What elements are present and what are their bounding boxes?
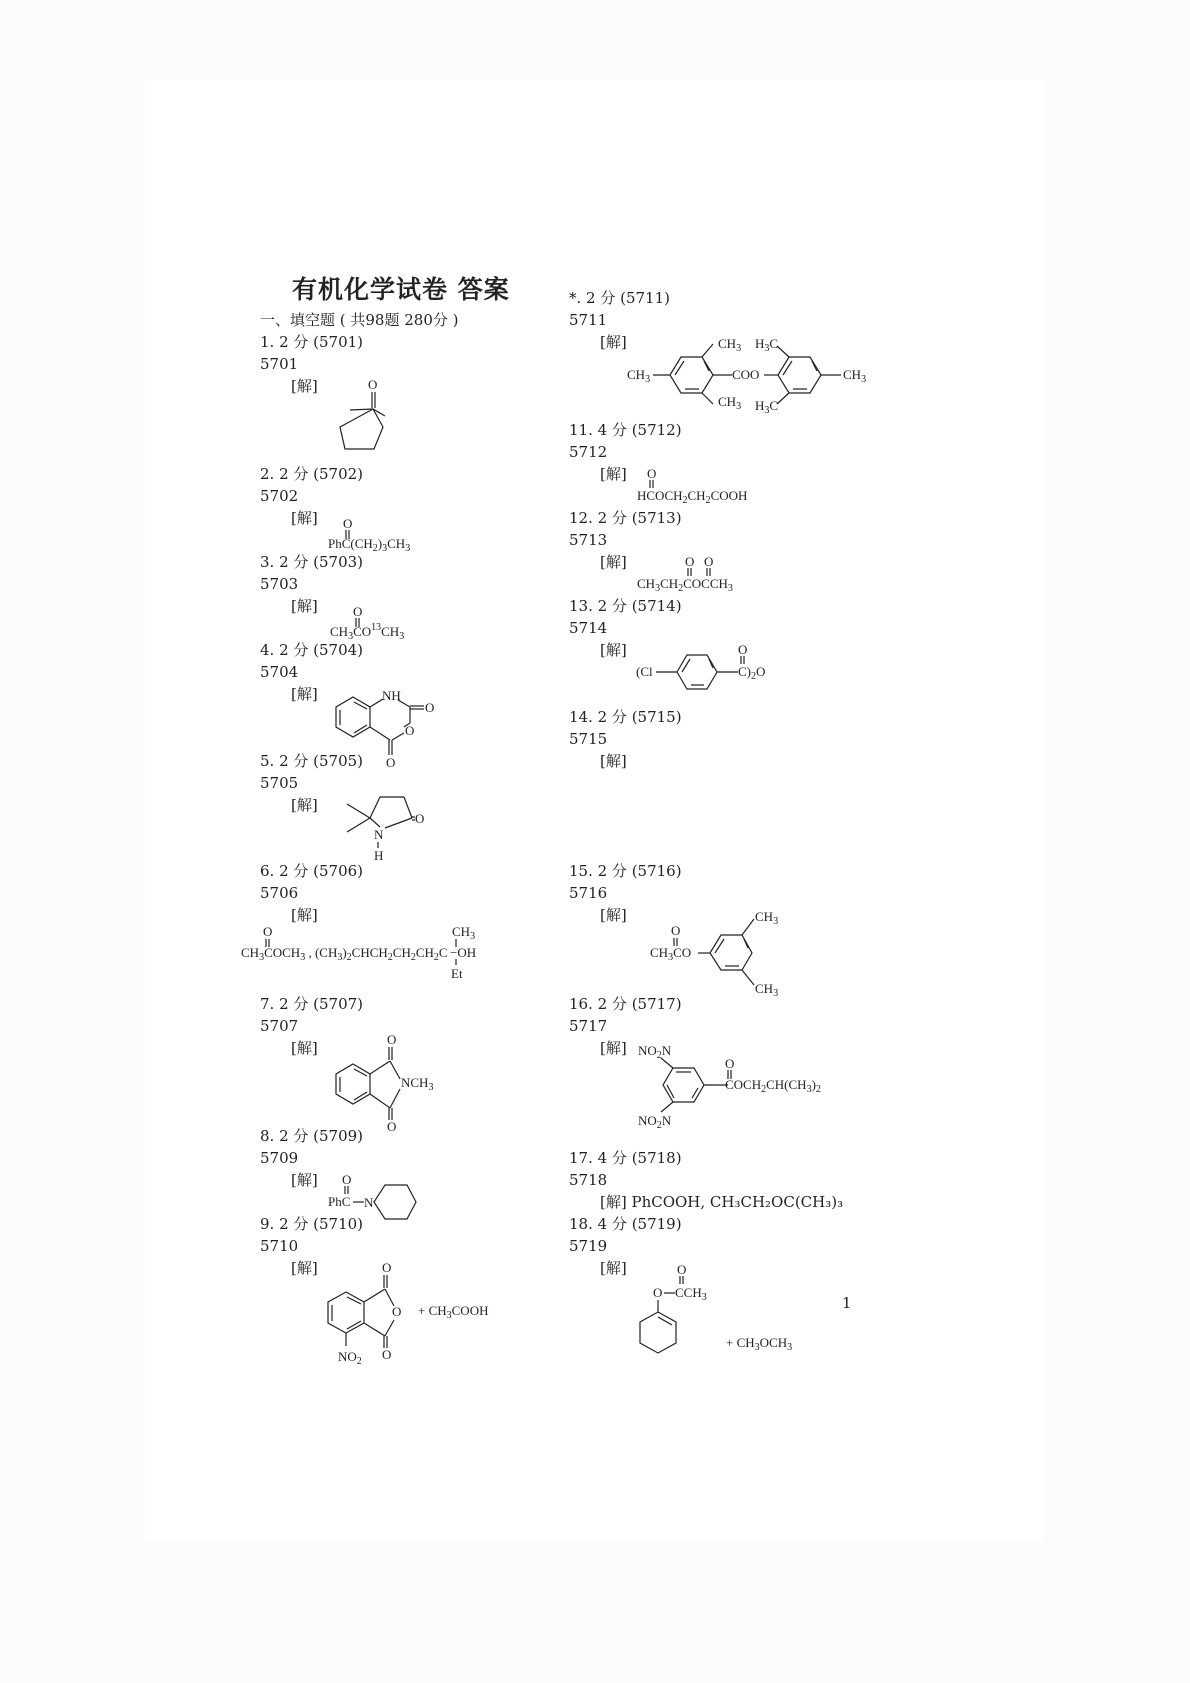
svg-text:O: O	[343, 516, 353, 531]
svg-text:N: N	[364, 1195, 374, 1210]
answer-structure-18	[630, 1262, 820, 1362]
item-code: 5711	[569, 311, 608, 329]
answer-structure-10	[625, 333, 885, 418]
item-header: 15. 2 分 (5716)	[569, 862, 682, 880]
svg-text:COO: COO	[732, 367, 760, 382]
svg-text:H3C: $H_3C$	[755, 398, 779, 416]
svg-text:O: O	[647, 466, 657, 481]
item-code: 5710	[260, 1237, 299, 1255]
item-header: 11. 4 分 (5712)	[569, 421, 682, 439]
page-title: 有机化学试卷 答案	[292, 275, 510, 304]
svg-text:O: O	[415, 811, 425, 826]
item-header: 12. 2 分 (5713)	[569, 509, 682, 527]
item-code: 5716	[569, 884, 608, 902]
answer-label: [解]	[291, 1259, 318, 1277]
svg-text:O: O	[382, 1260, 392, 1275]
item-code: 5718	[569, 1171, 608, 1189]
svg-text:O: O	[382, 1347, 392, 1362]
answer-label: [解]	[291, 1039, 318, 1057]
item-header: 4. 2 分 (5704)	[260, 641, 364, 659]
svg-text:O: O	[704, 554, 714, 569]
answer-label: [解]	[291, 685, 318, 703]
svg-text:O: O	[392, 1304, 402, 1319]
svg-text:COCH2CH(CH3)2: $COCH_2CH(CH_3)_2$	[725, 1077, 821, 1095]
item-header: 17. 4 分 (5718)	[569, 1149, 682, 1167]
answer-structure-9	[322, 1260, 512, 1370]
svg-text:O: O	[685, 554, 695, 569]
item-header: 2. 2 分 (5702)	[260, 465, 364, 483]
item-header: 8. 2 分 (5709)	[260, 1127, 364, 1145]
item-code: 5713	[569, 531, 608, 549]
svg-text:CH3: $CH_3$	[718, 336, 742, 354]
svg-text:O: O	[387, 1032, 397, 1047]
svg-text:O: O	[653, 1285, 663, 1300]
answer-structure-11	[637, 466, 777, 506]
answer-label: [解]	[600, 465, 627, 483]
answer-label: [解]	[291, 509, 318, 527]
item-code: 5712	[569, 443, 608, 461]
svg-text:NH: NH	[382, 688, 401, 703]
svg-text:PhC(CH2)3CH3: $PhC(CH_2)_3CH_3$	[328, 536, 411, 554]
svg-text:N: N	[374, 827, 384, 842]
svg-text:CH3COCH3 , (CH3)2CHCH2CH2CH2C: $CH_3COCH_3$ , $(CH_3)_2CHCH_2CH_2CH_2C$	[241, 945, 448, 963]
svg-text:+ CH3COOH: + $CH_3COOH$	[418, 1303, 489, 1321]
svg-text:NO2: $NO_2$	[338, 1349, 362, 1367]
answer-label: [解]	[600, 553, 627, 571]
svg-text:O: O	[263, 924, 273, 939]
answer-label: [解]	[600, 752, 627, 770]
svg-text:(Cl: (Cl	[636, 664, 653, 679]
answer-label: [解]	[600, 641, 627, 659]
svg-text:HCOCH2CH2COOH: $HCOCH_2CH_2COOH$	[637, 488, 748, 506]
answer-label: [解]	[291, 597, 318, 615]
answer-structure-13	[634, 644, 784, 699]
item-code: 5719	[569, 1237, 608, 1255]
answer-text: [解] PhCOOH, CH₃CH₂OC(CH₃)₃	[600, 1193, 844, 1211]
svg-text:CH3: $CH_3$	[452, 924, 476, 942]
answer-label: [解]	[291, 1171, 318, 1189]
svg-text:PhC: PhC	[328, 1194, 351, 1209]
svg-text:O: O	[738, 642, 748, 657]
item-code: 5705	[260, 774, 299, 792]
svg-text:CCH3: $CCH_3$	[675, 1285, 707, 1303]
section-heading: 一、填空题 ( 共98题 280分 )	[260, 311, 459, 329]
svg-text:CH3: $CH_3$	[718, 394, 742, 412]
answer-structure-16	[636, 1040, 836, 1135]
svg-text:O: O	[425, 700, 435, 715]
svg-text:H: H	[374, 848, 384, 863]
answer-label: [解]	[600, 1039, 627, 1057]
svg-text:O: O	[368, 377, 378, 392]
svg-text:O: O	[386, 755, 396, 770]
answer-structure-7	[328, 1032, 458, 1132]
item-code: 5707	[260, 1017, 299, 1035]
item-code: 5715	[569, 730, 608, 748]
svg-text:NO2N: $NO_2N$	[638, 1043, 672, 1061]
item-code: 5706	[260, 884, 299, 902]
svg-text:O: O	[387, 1119, 397, 1134]
answer-label: [解]	[291, 377, 318, 395]
svg-text:O: O	[671, 923, 681, 938]
page-number: 1	[842, 1294, 852, 1312]
item-header: *. 2 分 (5711)	[569, 289, 670, 307]
item-code: 5701	[260, 355, 299, 373]
svg-text:O: O	[677, 1262, 687, 1277]
item-code: 5702	[260, 487, 299, 505]
item-header: 6. 2 分 (5706)	[260, 862, 364, 880]
answer-label: [解]	[291, 796, 318, 814]
svg-text:CH3: $CH_3$	[843, 367, 867, 385]
answer-label: [解]	[600, 906, 627, 924]
svg-text:NO2N: $NO_2N$	[638, 1113, 672, 1131]
item-code: 5714	[569, 619, 608, 637]
answer-structure-6	[240, 922, 510, 982]
svg-text:−OH: −OH	[450, 945, 477, 960]
item-header: 9. 2 分 (5710)	[260, 1215, 364, 1233]
item-header: 14. 2 分 (5715)	[569, 708, 682, 726]
answer-label: [解]	[600, 1259, 627, 1277]
svg-text:H3C: $H_3C$	[755, 336, 779, 354]
answer-structure-2	[328, 516, 428, 552]
answer-structure-12	[637, 554, 757, 594]
svg-text:+ CH3OCH3: + $CH_3OCH_3$	[726, 1335, 793, 1353]
svg-text:C)2O: $C)_2O$	[738, 664, 766, 682]
item-header: 16. 2 分 (5717)	[569, 995, 682, 1013]
svg-text:CH3CH2COCCH3: $CH_3CH_2COCCH_3$	[637, 576, 733, 594]
answer-structure-15	[648, 905, 788, 1000]
answer-label: [解]	[291, 906, 318, 924]
item-header: 3. 2 分 (5703)	[260, 553, 364, 571]
answer-structure-3	[328, 604, 428, 640]
svg-text:Et: Et	[451, 966, 463, 981]
svg-text:O: O	[405, 723, 415, 738]
svg-text:O: O	[725, 1056, 735, 1071]
svg-text:NCH3: $NCH_3$	[401, 1075, 434, 1093]
answer-structure-5	[330, 790, 440, 865]
item-header: 5. 2 分 (5705)	[260, 752, 364, 770]
svg-text:CH3CO13CH3: $CH_3CO^{13}CH_3$	[330, 622, 405, 642]
item-header: 1. 2 分 (5701)	[260, 333, 364, 351]
svg-text:CH3: $CH_3$	[755, 909, 779, 927]
svg-text:O: O	[353, 604, 363, 619]
svg-text:CH3: $CH_3$	[627, 367, 651, 385]
item-header: 18. 4 分 (5719)	[569, 1215, 682, 1233]
item-header: 13. 2 分 (5714)	[569, 597, 682, 615]
svg-text:CH3CO: $CH_3CO$	[650, 945, 692, 963]
svg-text:CH3: $CH_3$	[755, 981, 779, 999]
item-code: 5703	[260, 575, 299, 593]
answer-label: [解]	[600, 333, 627, 351]
item-header: 7. 2 分 (5707)	[260, 995, 364, 1013]
item-code: 5717	[569, 1017, 608, 1035]
answer-structure-1	[330, 378, 400, 458]
item-code: 5704	[260, 663, 299, 681]
svg-text:O: O	[342, 1172, 352, 1187]
item-code: 5709	[260, 1149, 299, 1167]
